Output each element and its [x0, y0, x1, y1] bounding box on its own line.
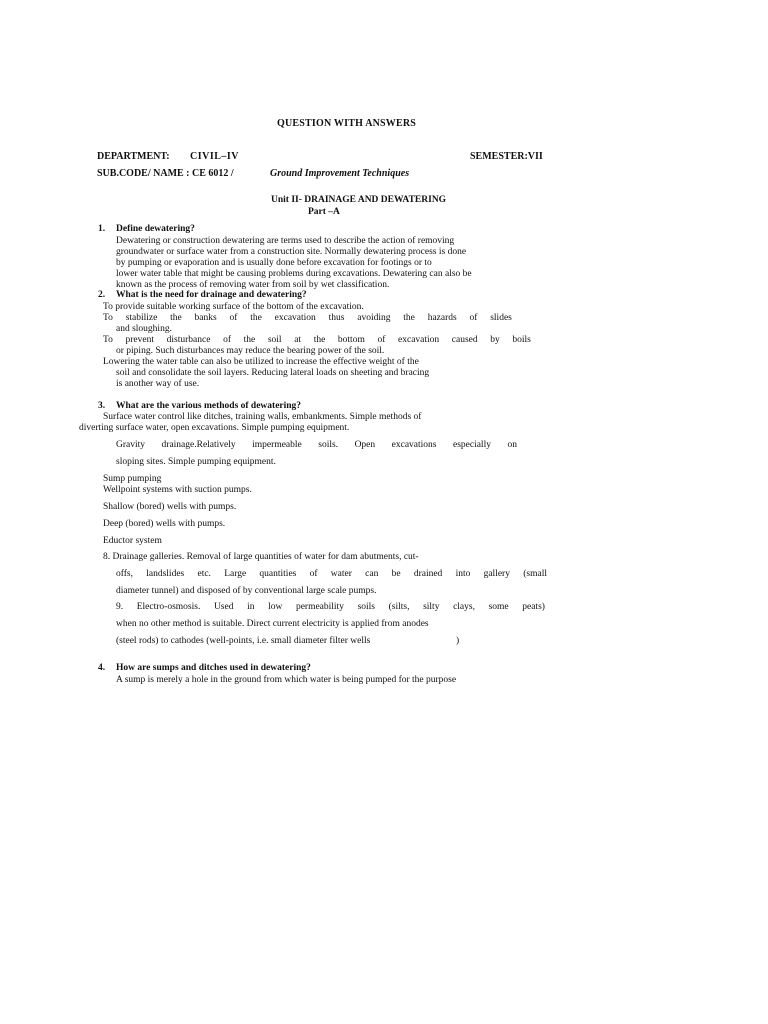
subject-name: Ground Improvement Techniques	[270, 168, 410, 179]
q3-answer-line: diverting surface water, open excavations. Simple pumping equipment.	[79, 423, 350, 433]
word: bottom	[337, 335, 365, 345]
q4-number: 4.	[98, 663, 106, 673]
word: caused	[451, 335, 478, 345]
closing-parenthesis: )	[456, 636, 460, 646]
word: the	[170, 313, 182, 323]
word: gallery	[483, 569, 510, 579]
q3-item8-line-justified	[116, 570, 547, 580]
word: stabilize	[125, 313, 158, 323]
q3-number: 3.	[98, 401, 106, 411]
word: thus	[328, 313, 345, 323]
word: can	[365, 569, 379, 579]
word: water	[330, 569, 352, 579]
word: Large	[224, 569, 247, 579]
q2-answer-line: To provide suitable working surface of the bottom of the excavation.	[103, 302, 364, 312]
word: low	[268, 602, 283, 612]
word: silty	[423, 602, 440, 612]
q3-item9-line: (steel rods) to cathodes (well-points, i.e. small diameter filter wells	[116, 636, 371, 646]
word: soil	[267, 335, 282, 345]
q4-question: How are sumps and ditches used in dewatering?	[116, 663, 311, 673]
word: of	[377, 335, 386, 345]
q2-answer-line: Lowering the water table can also be utilized to increase the effective weight of the	[103, 357, 419, 367]
semester-label: SEMESTER:VII	[470, 151, 543, 162]
word: permeability	[295, 602, 344, 612]
part-heading: Part –A	[308, 207, 340, 217]
word: Open	[354, 440, 376, 450]
q1-question: Define dewatering?	[116, 224, 195, 234]
unit-heading: Unit II- DRAINAGE AND DEWATERING	[271, 195, 447, 205]
word: clays,	[453, 602, 475, 612]
department-value: CIVIL–IV	[190, 151, 240, 162]
word: the	[313, 335, 326, 345]
q1-answer-line: groundwater or surface water from a construction site. Normally dewatering process is done	[116, 247, 467, 257]
q3-answer-line: sloping sites. Simple pumping equipment.	[116, 457, 276, 467]
word: the	[403, 313, 415, 323]
q3-question: What are the various methods of dewatering?	[116, 401, 302, 411]
q2-answer-line-justified	[103, 336, 531, 346]
word: be	[391, 569, 401, 579]
word: of	[223, 335, 231, 345]
word: impermeable	[252, 440, 302, 450]
word: To	[103, 313, 113, 323]
word: some	[488, 602, 509, 612]
q1-answer-line: lower water table that might be causing problems during excavations. Dewatering can also be	[116, 269, 472, 279]
q1-answer-line: Dewatering or construction dewatering are terms used to describe the action of removing	[116, 236, 455, 246]
word: To	[103, 335, 113, 345]
q3-method-eductor: Eductor system	[103, 536, 162, 546]
word: Used	[213, 602, 234, 612]
word: (small	[523, 569, 547, 579]
word: boils	[512, 335, 531, 345]
word: Electro-osmosis.	[136, 602, 201, 612]
word: of	[229, 313, 238, 323]
q2-answer-line: or piping. Such disturbances may reduce the bearing power of the soil.	[116, 346, 385, 356]
word: soils	[357, 602, 375, 612]
subject-code: SUB.CODE/ NAME : CE 6012 /	[97, 168, 234, 179]
q2-answer-line: soil and consolidate the soil layers. Reducing lateral loads on sheeting and bracing	[116, 368, 430, 378]
word: banks	[194, 313, 217, 323]
word: in	[247, 602, 255, 612]
word: by	[490, 335, 500, 345]
document-title: QUESTION WITH ANSWERS	[277, 118, 417, 129]
q3-method-deep: Deep (bored) wells with pumps.	[103, 519, 226, 529]
q2-answer-line: is another way of use.	[116, 379, 200, 389]
word: disturbance	[166, 335, 211, 345]
word: drained	[413, 569, 443, 579]
word: at	[294, 335, 302, 345]
word: Gravity	[116, 440, 146, 450]
department-label: DEPARTMENT:	[97, 151, 170, 162]
word: into	[455, 569, 471, 579]
word: hazards	[427, 313, 457, 323]
q2-answer-line-justified	[103, 314, 512, 324]
word: etc.	[197, 569, 211, 579]
word: quantities	[259, 569, 297, 579]
word: peats)	[522, 602, 545, 612]
q1-answer-line: by pumping or evaporation and is usually done before excavation for footings or to	[116, 258, 432, 268]
q3-item9-line-justified	[116, 603, 545, 613]
word: excavations	[391, 440, 437, 450]
word: soils.	[318, 440, 339, 450]
q3-method-wellpoint: Wellpoint systems with suction pumps.	[103, 485, 252, 495]
word: excavation	[398, 335, 440, 345]
word: 9.	[116, 602, 124, 612]
q3-method-sump: Sump pumping	[103, 474, 162, 484]
word: landslides	[146, 569, 185, 579]
q3-method-shallow: Shallow (bored) wells with pumps.	[103, 502, 237, 512]
q3-item8-line: 8. Drainage galleries. Removal of large quantities of water for dam abutments, cut-	[103, 552, 419, 562]
q4-answer-line: A sump is merely a hole in the ground from which water is being pumped for the purpose	[116, 675, 457, 685]
q1-number: 1.	[98, 224, 106, 234]
word: on	[507, 440, 517, 450]
word: of	[469, 313, 478, 323]
word: prevent	[125, 335, 155, 345]
word: the	[250, 313, 262, 323]
q3-item9-line: when no other method is suitable. Direct current electricity is applied from anodes	[116, 619, 429, 629]
q1-answer-line: known as the process of removing water from soil by wet classification.	[116, 280, 390, 290]
word: drainage.Relatively	[161, 440, 236, 450]
q3-answer-line: Surface water control like ditches, training walls, embankments. Simple methods of	[103, 412, 422, 422]
word: (silts,	[388, 602, 410, 612]
word: especially	[452, 440, 491, 450]
q2-number: 2.	[98, 290, 106, 300]
word: of	[309, 569, 318, 579]
word: the	[243, 335, 256, 345]
q3-item8-line: diameter tunnel) and disposed of by conventional large scale pumps.	[116, 586, 377, 596]
word: avoiding	[357, 313, 391, 323]
q2-answer-line: and sloughing.	[116, 324, 172, 334]
word: excavation	[274, 313, 316, 323]
q3-gravity-line-justified	[116, 441, 517, 451]
word: slides	[490, 313, 512, 323]
word: offs,	[116, 569, 133, 579]
q2-question: What is the need for drainage and dewatering?	[116, 290, 307, 300]
